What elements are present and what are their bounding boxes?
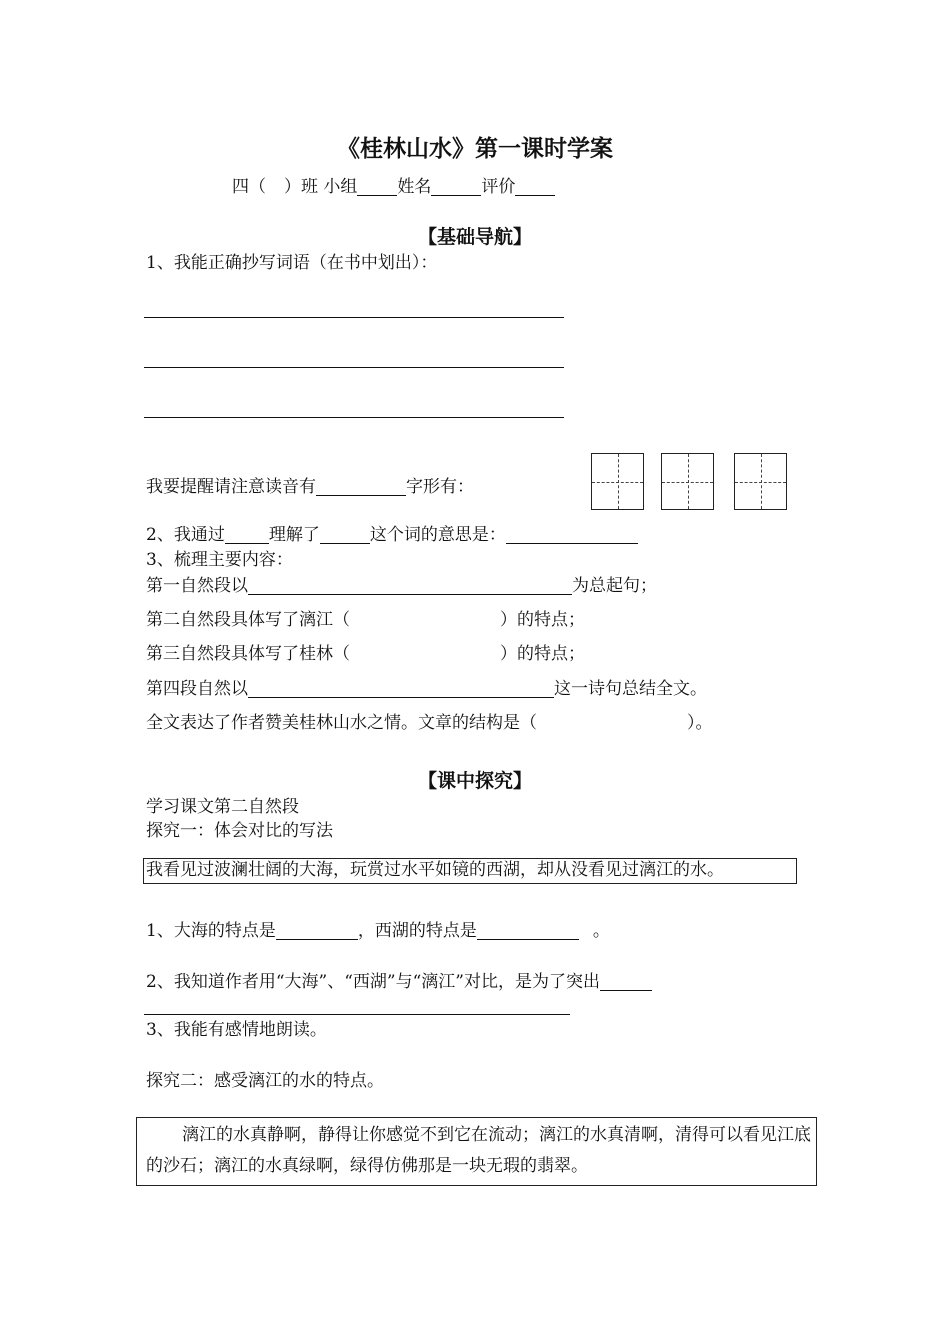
e1-q2-text: 2、我知道作者用“大海”、“西湖”与“漓江”对比，是为了突出	[146, 972, 600, 992]
group-label: 小组	[323, 177, 358, 197]
p2-prefix: 第二自然段具体写了漓江（	[146, 610, 350, 630]
q2-mid: 理解了	[268, 525, 320, 545]
q2-suffix: 这个词的意思是：	[369, 525, 506, 545]
page-title: 《桂林山水》第一课时学案	[337, 136, 613, 162]
lake-feature-blank[interactable]	[477, 922, 579, 940]
sea-feature-blank[interactable]	[276, 922, 358, 940]
eval-label: 评价	[481, 177, 516, 197]
p2-suffix: ）的特点；	[500, 610, 585, 630]
reminder-line	[146, 478, 474, 496]
reminder-prefix: 我要提醒请注意读音有	[146, 477, 316, 497]
section-heading-basics: 【基础导航】	[417, 226, 532, 248]
name-label: 姓名	[397, 177, 432, 197]
meaning-blank[interactable]	[506, 526, 638, 544]
p4-prefix: 第四段自然以	[146, 679, 248, 699]
p4-suffix: 这一诗句总结全文。	[554, 679, 707, 699]
p1-prefix: 第一自然段以	[146, 576, 248, 596]
quote-water-text	[146, 1120, 812, 1182]
quote-water-content: 漓江的水真静啊，静得让你感觉不到它在流动；漓江的水真清啊，清得可以看见江底的沙石；漓江的水真绿啊，绿得仿佛那是一块无瑕的翡翠。	[146, 1125, 811, 1176]
question-read-aloud: 3、我能有感情地朗读。	[146, 1020, 327, 1040]
summary-suffix: ）。	[687, 713, 713, 733]
purpose-continuation-line[interactable]	[144, 1014, 570, 1015]
q2-prefix: 2、我通过	[146, 525, 225, 545]
quote-comparison-text: 我看见过波澜壮阔的大海，玩赏过水平如镜的西湖，却从没看见过漓江的水。	[146, 860, 724, 880]
class-suffix: ）班	[284, 177, 318, 197]
method-blank[interactable]	[225, 526, 269, 544]
summary-prefix: 全文表达了作者赞美桂林山水之情。文章的结构是（	[146, 713, 537, 733]
question-purpose	[146, 973, 652, 991]
student-info-line	[232, 178, 555, 196]
name-blank[interactable]	[431, 178, 481, 196]
writing-line-1[interactable]	[144, 317, 564, 318]
p3-prefix: 第三自然段具体写了桂林（	[146, 644, 350, 664]
character-grid-box-1[interactable]	[591, 453, 644, 510]
eval-blank[interactable]	[515, 178, 555, 196]
p3-suffix: ）的特点；	[500, 644, 585, 664]
e1-q1-prefix: 1、大海的特点是	[146, 921, 276, 941]
word-blank[interactable]	[320, 526, 370, 544]
pronunciation-blank[interactable]	[316, 478, 406, 496]
question-understand-word	[146, 526, 638, 544]
reminder-mid: 字形有：	[406, 477, 474, 497]
question-main-content: 3、梳理主要内容：	[146, 550, 293, 570]
e1-q1-mid: ，西湖的特点是	[357, 921, 477, 941]
explore-two-title: 探究二：感受漓江的水的特点。	[146, 1071, 384, 1091]
section-heading-explore: 【课中探究】	[417, 770, 532, 792]
character-grid-box-2[interactable]	[661, 453, 714, 510]
question-sea-lake	[146, 922, 610, 940]
p1-blank[interactable]	[248, 577, 572, 595]
summary-line	[146, 715, 713, 732]
writing-line-3[interactable]	[144, 417, 564, 418]
writing-line-2[interactable]	[144, 367, 564, 368]
p4-blank[interactable]	[248, 680, 554, 698]
paragraph-2-line	[146, 612, 585, 629]
p1-suffix: 为总起句；	[572, 576, 657, 596]
paragraph-1-line	[146, 577, 657, 595]
paragraph-3-line	[146, 646, 585, 663]
character-grid-box-3[interactable]	[734, 453, 787, 510]
group-blank[interactable]	[357, 178, 397, 196]
paragraph-4-line	[146, 680, 707, 698]
purpose-blank[interactable]	[600, 973, 652, 991]
class-prefix: 四（	[232, 177, 266, 197]
question-copy-words: 1、我能正确抄写词语（在书中划出）：	[146, 253, 438, 273]
study-instruction: 学习课文第二自然段	[146, 797, 299, 817]
e1-q1-suffix: 。	[592, 921, 610, 941]
explore-one-title: 探究一：体会对比的写法	[146, 821, 333, 841]
